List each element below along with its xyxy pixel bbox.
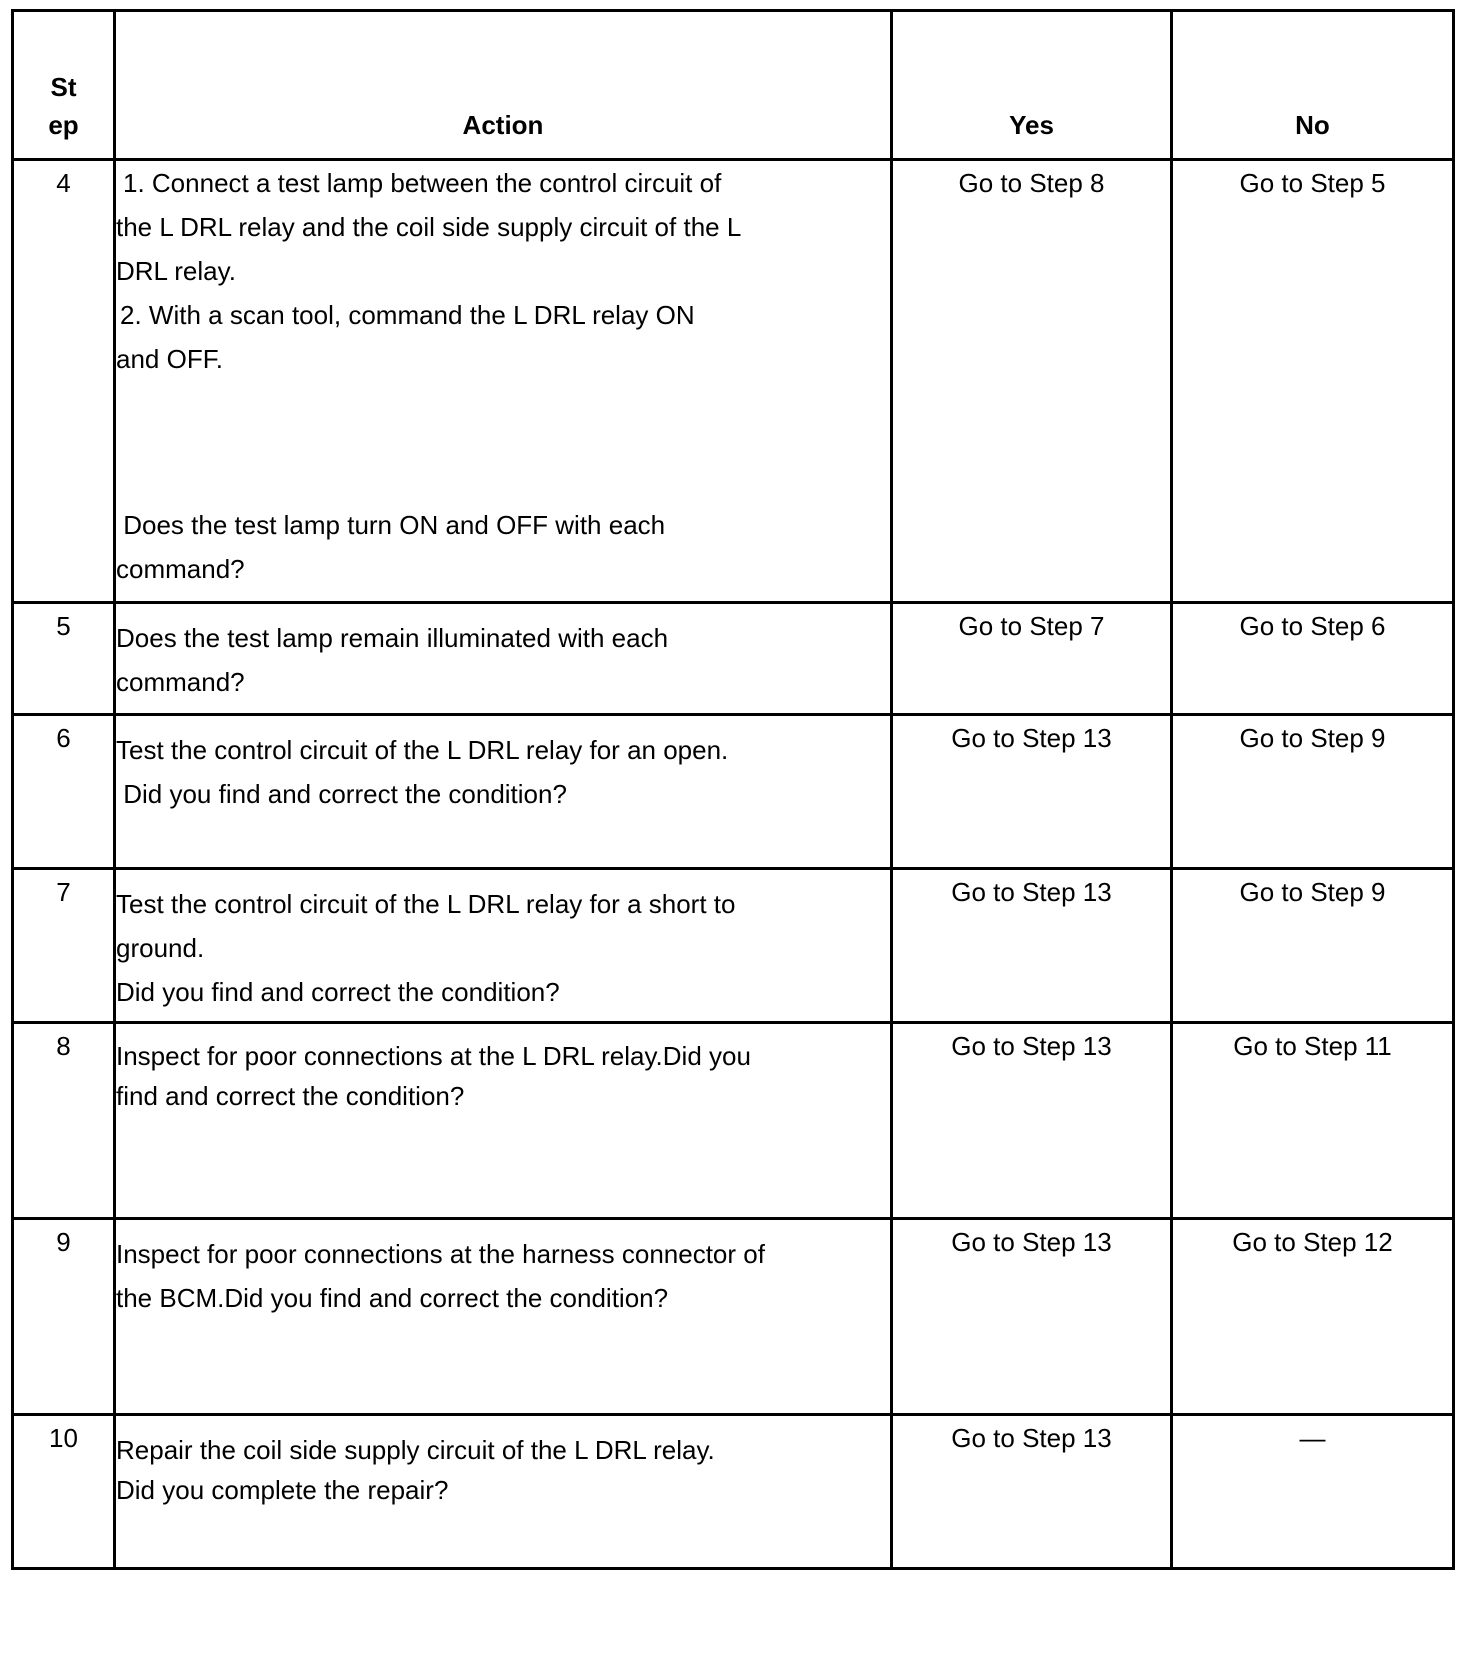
header-no: No [1172, 11, 1454, 160]
header-step-line1: St [50, 72, 77, 102]
no-cell: Go to Step 12 [1172, 1219, 1454, 1415]
header-action: Action [115, 11, 892, 160]
no-cell: Go to Step 5 [1172, 160, 1454, 603]
step-cell: 10 [13, 1415, 115, 1569]
step-cell: 7 [13, 869, 115, 1023]
action-line: Did you find and correct the condition? [116, 779, 567, 809]
table-row [13, 1023, 1454, 1219]
action-line: find and correct the condition? [116, 1081, 465, 1111]
action-cell [115, 1415, 892, 1569]
step-cell: 4 [13, 160, 115, 603]
no-cell: — [1172, 1415, 1454, 1569]
no-cell: Go to Step 9 [1172, 869, 1454, 1023]
action-line: Test the control circuit of the L DRL relay for a short to [116, 889, 736, 919]
header-yes: Yes [892, 11, 1172, 160]
yes-cell: Go to Step 13 [892, 1023, 1172, 1219]
action-line: Did you find and correct the condition? [116, 977, 560, 1007]
diagnostic-table [11, 9, 1455, 1570]
table-row [13, 603, 1454, 715]
action-line: Does the test lamp remain illuminated with each [116, 623, 669, 653]
action-line: DRL relay. [116, 256, 236, 286]
action-cell [115, 1023, 892, 1219]
yes-cell: Go to Step 13 [892, 1415, 1172, 1569]
action-line: Repair the coil side supply circuit of the L DRL relay. [116, 1435, 715, 1465]
action-line: Inspect for poor connections at the L DRL relay.Did you [116, 1041, 751, 1071]
action-line: ground. [116, 933, 205, 963]
action-cell [115, 715, 892, 869]
action-line: 2. With a scan tool, command the L DRL relay ON [120, 300, 695, 330]
yes-cell: Go to Step 13 [892, 869, 1172, 1023]
header-row [13, 11, 1454, 160]
yes-cell: Go to Step 13 [892, 715, 1172, 869]
action-line: the BCM.Did you find and correct the condition? [116, 1283, 669, 1313]
header-step [13, 11, 115, 160]
header-step-line2: ep [48, 110, 79, 140]
step-cell: 6 [13, 715, 115, 869]
table-row [13, 1415, 1454, 1569]
action-line: command? [116, 667, 245, 697]
action-line: and OFF. [116, 344, 223, 374]
action-line: Test the control circuit of the L DRL relay for an open. [116, 735, 729, 765]
step-cell: 5 [13, 603, 115, 715]
table-row [13, 1219, 1454, 1415]
action-cell [115, 869, 892, 1023]
no-cell: Go to Step 9 [1172, 715, 1454, 869]
no-cell: Go to Step 11 [1172, 1023, 1454, 1219]
action-line: Inspect for poor connections at the harness connector of [116, 1239, 765, 1269]
step-cell: 8 [13, 1023, 115, 1219]
step-cell: 9 [13, 1219, 115, 1415]
action-line: Did you complete the repair? [116, 1475, 449, 1505]
no-cell: Go to Step 6 [1172, 603, 1454, 715]
table-row [13, 869, 1454, 1023]
table-row [13, 160, 1454, 603]
question-line: Does the test lamp turn ON and OFF with each [116, 510, 666, 540]
yes-cell: Go to Step 13 [892, 1219, 1172, 1415]
table-row [13, 715, 1454, 869]
action-cell [115, 603, 892, 715]
action-line: 1. Connect a test lamp between the control circuit of [123, 168, 722, 198]
question-line: command? [116, 554, 245, 584]
yes-cell: Go to Step 7 [892, 603, 1172, 715]
action-cell [115, 160, 892, 603]
yes-cell: Go to Step 8 [892, 160, 1172, 603]
action-line: the L DRL relay and the coil side supply circuit of the L [116, 212, 742, 242]
action-cell [115, 1219, 892, 1415]
